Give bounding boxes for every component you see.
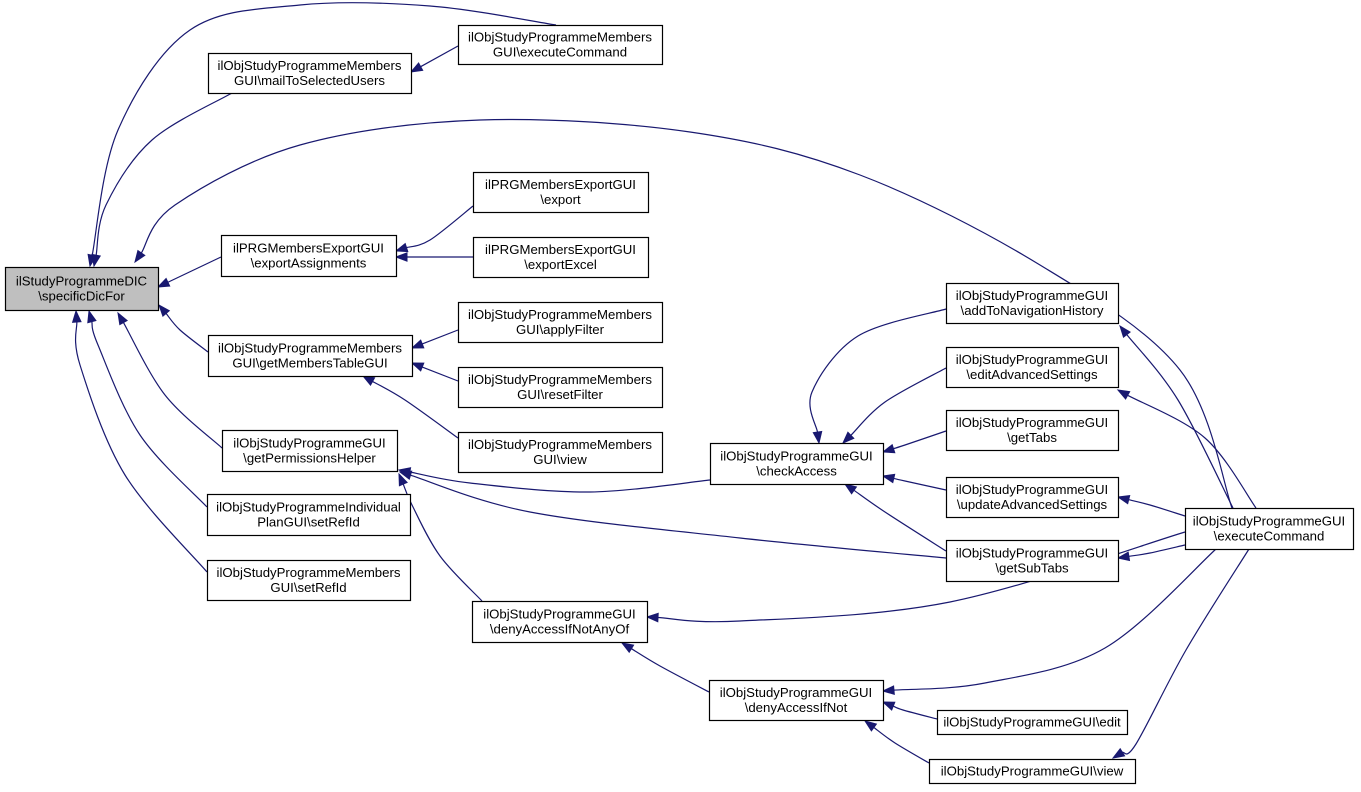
- node-ilPRGMembersExportGUI-export[interactable]: [474, 173, 649, 213]
- node-label-line1: ilPRGMembersExportGUI: [485, 177, 636, 192]
- edge-members_resetFilter-to-members_getMembersTableGUI: [412, 363, 458, 381]
- arrowhead-icon: [1118, 496, 1130, 504]
- node-ilObjStudyProgrammeGUI-updateAdvancedSettings[interactable]: [947, 478, 1119, 518]
- node-label-line1: ilObjStudyProgrammeGUI: [720, 448, 873, 464]
- arrowhead-icon: [883, 702, 895, 710]
- node-label-line1: ilObjStudyProgrammeMembers: [216, 565, 401, 580]
- node-ilObjStudyProgrammeGUI-view[interactable]: [930, 760, 1136, 784]
- node-label-line1: ilObjStudyProgrammeGUI: [955, 288, 1109, 303]
- node-ilObjStudyProgrammeMembersGUI-resetFilter[interactable]: [459, 368, 663, 408]
- node-label-line1: ilStudyProgrammeDIC: [15, 273, 148, 289]
- arrowhead-icon: [118, 313, 127, 325]
- node-label-line2: \checkAccess: [756, 463, 837, 479]
- edge-gui_edit-to-gui_denyAccessIfNot: [883, 702, 937, 719]
- arrowhead-icon: [622, 643, 634, 652]
- node-label-line2: \export: [540, 192, 581, 207]
- edge-members_mailToSelectedUsers-to-dic_specificDicFor: [92, 93, 232, 266]
- arrowhead-icon: [1113, 749, 1125, 758]
- node-label-line1: ilPRGMembersExportGUI: [485, 242, 636, 257]
- node-label-line1: ilObjStudyProgrammeGUI: [955, 415, 1109, 430]
- node-ilPRGMembersExportGUI-exportExcel[interactable]: [474, 238, 649, 278]
- node-label-line2: GUI\mailToSelectedUsers: [234, 73, 385, 88]
- arrowhead-icon: [883, 686, 894, 694]
- node-ilObjStudyProgrammeGUI-denyAccessIfNotAnyOf[interactable]: [473, 602, 648, 643]
- node-label-line1: ilObjStudyProgrammeGUI: [955, 482, 1109, 497]
- edge-gui_addToNavigationHistory-to-gui_checkAccess: [810, 309, 946, 443]
- node-ilObjStudyProgrammeMembersGUI-applyFilter[interactable]: [459, 303, 663, 343]
- arrowhead-icon: [363, 376, 375, 385]
- node-ilObjStudyProgrammeGUI-edit[interactable]: [938, 711, 1128, 735]
- node-label: ilObjStudyProgrammeGUI\edit: [943, 714, 1121, 730]
- edge-gui_view-to-gui_denyAccessIfNot: [865, 721, 929, 763]
- node-label-line1: ilObjStudyProgrammeMembers: [218, 340, 402, 356]
- node-label-line2: \getTabs: [1007, 430, 1057, 445]
- node-label-line1: ilObjStudyProgrammeMembers: [468, 437, 652, 452]
- node-ilObjStudyProgrammeMembersGUI-executeCommand[interactable]: [459, 26, 663, 65]
- node-label: ilObjStudyProgrammeGUI\view: [940, 763, 1124, 779]
- edge-members_setRefId-to-dic_specificDicFor: [73, 311, 207, 572]
- node-label-line1: ilObjStudyProgrammeMembers: [217, 58, 402, 73]
- node-label-line1: ilObjStudyProgrammeMembers: [468, 372, 652, 387]
- edge-export_export-to-export_exportAssignments: [396, 206, 473, 252]
- node-label-line2: \addToNavigationHistory: [960, 303, 1104, 318]
- node-label-line1: ilObjStudyProgrammeGUI: [719, 685, 873, 700]
- node-ilObjStudyProgrammeIndividualPlanGUI-setRefId[interactable]: [208, 495, 411, 536]
- arrowhead-icon: [845, 484, 856, 494]
- edge-members_applyFilter-to-members_getMembersTableGUI: [412, 330, 458, 348]
- edge-individualPlan_setRefId-to-dic_specificDicFor: [88, 311, 207, 507]
- arrowhead-icon: [396, 253, 407, 261]
- edge-members_executeCommand-to-members_mailToSelectedUsers: [411, 46, 458, 72]
- edge-export_exportAssignments-to-dic_specificDicFor: [158, 257, 221, 287]
- node-label-line2: \denyAccessIfNot: [744, 700, 848, 715]
- edge-gui_getSubTabs-to-gui_checkAccess: [845, 484, 946, 551]
- edge-gui_editAdvancedSettings-to-gui_checkAccess: [843, 368, 946, 443]
- edge-gui_executeCommand-to-gui_getSubTabs: [1118, 545, 1185, 561]
- arrowhead-icon: [88, 311, 96, 323]
- node-ilObjStudyProgrammeGUI-executeCommand[interactable]: [1186, 509, 1354, 550]
- arrowhead-icon: [159, 305, 169, 316]
- node-label-line2: \updateAdvancedSettings: [956, 497, 1108, 512]
- node-label-line2: \editAdvancedSettings: [966, 367, 1098, 382]
- node-label-line2: GUI\view: [533, 452, 587, 467]
- node-label-line1: ilObjStudyProgrammeIndividual: [216, 499, 401, 515]
- arrowhead-icon: [883, 445, 895, 453]
- edge-gui_updateAdvancedSettings-to-gui_checkAccess: [883, 474, 946, 490]
- node-label-line2: \denyAccessIfNotAnyOf: [489, 621, 630, 637]
- arrowhead-icon: [647, 613, 658, 621]
- node-label-line2: \executeCommand: [1213, 528, 1325, 544]
- arrowhead-icon: [883, 474, 895, 482]
- node-label-line1: ilObjStudyProgrammeMembers: [468, 29, 652, 45]
- arrowhead-icon: [412, 340, 424, 348]
- arrowhead-icon: [865, 721, 876, 731]
- node-ilObjStudyProgrammeGUI-denyAccessIfNot[interactable]: [710, 681, 884, 721]
- node-label-line2: \specificDicFor: [38, 288, 125, 304]
- node-label-line2: GUI\getMembersTableGUI: [232, 355, 388, 371]
- node-ilObjStudyProgrammeGUI-checkAccess[interactable]: [711, 444, 884, 485]
- node-label-line1: ilObjStudyProgrammeGUI: [1192, 513, 1346, 529]
- node-label-line2: \getPermissionsHelper: [243, 450, 376, 466]
- edge-gui_executeCommand-to-gui_editAdvancedSettings: [1118, 390, 1256, 508]
- node-label-line2: GUI\executeCommand: [492, 44, 628, 60]
- edge-gui_denyAccessIfNotAnyOf-to-gui_getPermissionsHelper: [399, 474, 482, 601]
- node-label-line1: ilPRGMembersExportGUI: [233, 240, 384, 256]
- node-ilObjStudyProgrammeGUI-addToNavigationHistory[interactable]: [947, 284, 1119, 324]
- node-label-line2: PlanGUI\setRefId: [257, 514, 360, 530]
- node-label-line2: GUI\setRefId: [270, 580, 347, 595]
- node-ilPRGMembersExportGUI-exportAssignments[interactable]: [222, 236, 397, 277]
- node-ilObjStudyProgrammeGUI-getSubTabs[interactable]: [947, 541, 1119, 582]
- node-label-line2: GUI\applyFilter: [516, 322, 604, 337]
- edge-members_getMembersTableGUI-to-dic_specificDicFor: [159, 305, 208, 352]
- node-ilObjStudyProgrammeMembersGUI-view[interactable]: [459, 433, 663, 473]
- edge-export_exportExcel-to-export_exportAssignments: [396, 253, 473, 261]
- edge-members_view-to-members_getMembersTableGUI: [363, 376, 458, 438]
- node-label-line2: \getSubTabs: [995, 560, 1069, 576]
- node-label-line1: ilObjStudyProgrammeGUI: [483, 606, 636, 622]
- edge-gui_executeCommand-to-gui_updateAdvancedSettings: [1118, 496, 1185, 516]
- node-ilObjStudyProgrammeGUI-editAdvancedSettings[interactable]: [947, 348, 1119, 388]
- arrowhead-icon: [396, 244, 408, 252]
- node-ilObjStudyProgrammeMembersGUI-getMembersTableGUI[interactable]: [209, 336, 413, 377]
- node-label-line1: ilObjStudyProgrammeGUI: [955, 352, 1109, 367]
- arrowhead-icon: [158, 279, 170, 288]
- node-ilStudyProgrammeDIC-specificDicFor[interactable]: [6, 268, 159, 311]
- node-ilObjStudyProgrammeGUI-getPermissionsHelper[interactable]: [223, 431, 398, 472]
- arrowhead-icon: [92, 254, 100, 266]
- node-label-line1: ilObjStudyProgrammeGUI: [233, 435, 386, 451]
- edge-gui_getPermissionsHelper-to-dic_specificDicFor: [118, 313, 222, 448]
- arrowhead-icon: [813, 432, 821, 444]
- node-label-line2: \exportExcel: [524, 257, 597, 272]
- edge-gui_executeCommand-to-gui_view: [1113, 549, 1249, 758]
- node-label-line2: \exportAssignments: [250, 255, 367, 271]
- edge-gui_denyAccessIfNot-to-gui_denyAccessIfNotAnyOf: [622, 643, 709, 692]
- node-ilObjStudyProgrammeGUI-getTabs[interactable]: [947, 411, 1119, 451]
- arrowhead-icon: [1120, 326, 1130, 337]
- node-ilObjStudyProgrammeMembersGUI-mailToSelectedUsers[interactable]: [209, 54, 412, 94]
- edge-gui_executeCommand-to-gui_addToNavigationHistory: [1120, 326, 1233, 508]
- node-label-line1: ilObjStudyProgrammeGUI: [955, 545, 1109, 561]
- arrowhead-icon: [412, 363, 424, 371]
- node-label-line2: GUI\resetFilter: [517, 387, 603, 402]
- node-ilObjStudyProgrammeMembersGUI-setRefId[interactable]: [208, 561, 411, 601]
- edge-gui_getTabs-to-gui_checkAccess: [883, 431, 946, 453]
- arrowhead-icon: [411, 63, 423, 72]
- arrowhead-icon: [1118, 390, 1130, 399]
- arrowhead-icon: [73, 311, 81, 322]
- node-label-line1: ilObjStudyProgrammeMembers: [468, 307, 652, 322]
- arrowhead-icon: [135, 251, 145, 262]
